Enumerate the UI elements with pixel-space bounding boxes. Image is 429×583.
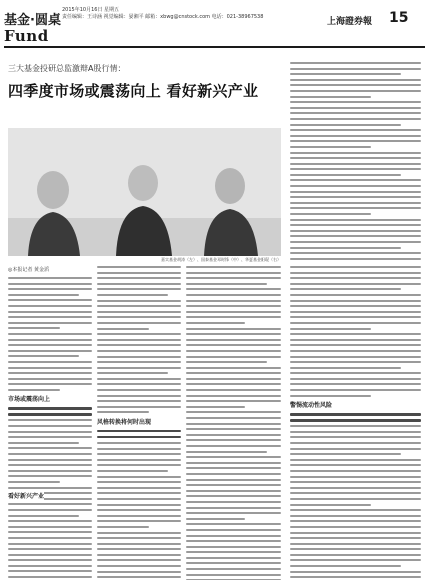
page-number: 15 [389, 10, 409, 26]
section-name: 基金·圆桌 [4, 13, 61, 28]
text-column-1 [8, 266, 92, 580]
photo-image [8, 128, 281, 256]
text-column-2 [97, 266, 181, 580]
newspaper-name: 上海證券報 [327, 17, 373, 27]
header-rule [4, 46, 425, 48]
photo-caption: 嘉实基金胡涛（左）、国泰基金邓时锋（中）、华夏基金阳琨（右） [161, 257, 281, 262]
text-column-4 [290, 266, 421, 580]
article-byline: ◎本报记者 黄金滔 [8, 267, 49, 273]
text-column-3 [186, 266, 281, 580]
article-kicker: 三大基金投研总监激辩A股行情： [8, 64, 126, 73]
article-headline: 四季度市场或震荡向上 看好新兴产业 [8, 82, 259, 100]
dateline: 2015年10月16日 星期五 [62, 7, 120, 13]
subhead-4: 警惕流动性风险 [290, 402, 333, 410]
subhead-2: 看好新兴产业 [8, 490, 44, 501]
article-photo [8, 128, 281, 256]
subhead-3: 风格转换将何时出现 [97, 419, 152, 427]
page-header [0, 0, 429, 48]
staff-line: 责任编辑：王诗涵 视觉编辑：晏湘平 邮箱：xbwg@cnstock.com 电话：021-38967538 [62, 14, 264, 20]
section-english-name: Fund [4, 27, 49, 45]
subhead-1: 市场或震荡向上 [8, 396, 51, 404]
text-column-right-top [290, 62, 421, 262]
